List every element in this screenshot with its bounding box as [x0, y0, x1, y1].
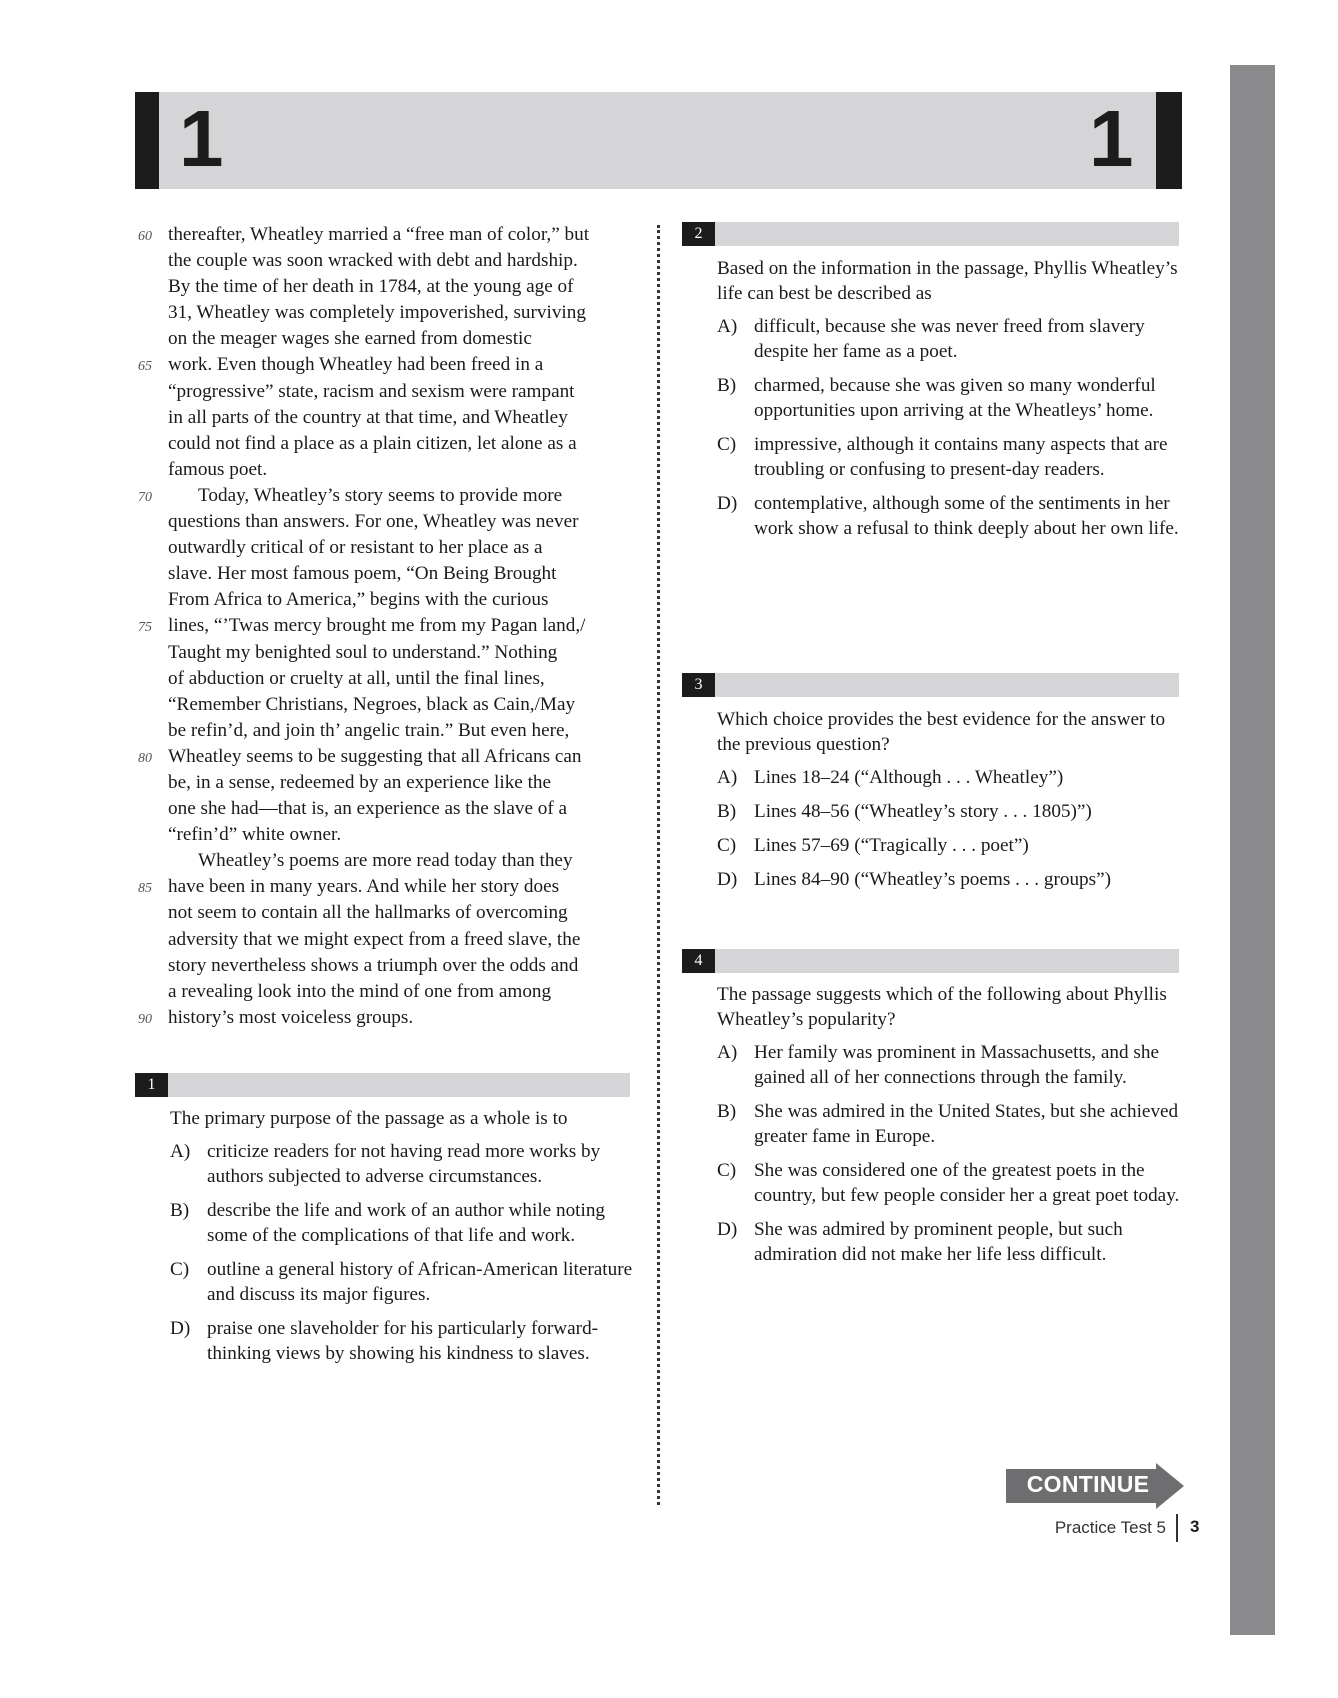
- passage-line: [168, 405, 638, 431]
- passage-line: [138, 1005, 638, 1031]
- passage-line-text: be refin’d, and join th’ angelic train.” But even here,: [168, 719, 570, 741]
- passage-line: [168, 848, 638, 874]
- question-stem: The passage suggests which of the following about Phyllis Wheatley’s popularity?: [717, 984, 1167, 1030]
- passage-line: [138, 352, 638, 378]
- choice-text: Lines 18–24 (“Although . . . Wheatley”): [754, 767, 1064, 788]
- choice-letter: B): [170, 1200, 190, 1221]
- answer-choice-a[interactable]: [717, 314, 1192, 364]
- passage-line: [168, 274, 638, 300]
- question-2-number: 2: [682, 222, 715, 246]
- passage-line-text: thereafter, Wheatley married a “free man of color,” but: [168, 224, 590, 245]
- passage-line: [168, 900, 638, 926]
- choice-letter: D): [170, 1318, 191, 1339]
- passage: [138, 222, 638, 1031]
- choice-text: She was considered one of the greatest poets in the country, but few people consider her a great poet today.: [754, 1160, 1180, 1206]
- passage-line-text: Today, Wheatley’s story seems to provide more: [198, 484, 563, 506]
- line-number: 85: [138, 881, 152, 897]
- section-number-left: 1: [179, 94, 224, 183]
- passage-line-text: story nevertheless shows a triumph over the odds and: [168, 954, 579, 976]
- line-number: 70: [138, 489, 152, 505]
- section-number-right: 1: [1089, 94, 1134, 183]
- passage-line-text: a revealing look into the mind of one from among: [168, 980, 552, 1002]
- continue-button[interactable]: [1006, 1463, 1186, 1509]
- passage-line: [138, 613, 638, 639]
- choice-letter: D): [717, 869, 738, 890]
- page-number: 3: [1190, 1517, 1200, 1536]
- passage-line: [168, 509, 638, 535]
- choice-text: contemplative, although some of the sentiments in her work show a refusal to think deeply about her own life.: [754, 493, 1179, 539]
- passage-line: [168, 796, 638, 822]
- answer-choice-c[interactable]: [717, 833, 1192, 858]
- answer-choice-d[interactable]: [717, 491, 1192, 541]
- question-3-number: 3: [682, 673, 715, 697]
- practice-test-label: Practice Test 5: [1054, 1518, 1166, 1537]
- passage-line: [168, 379, 638, 405]
- passage-line-text: “refin’d” white owner.: [168, 824, 342, 846]
- passage-line: [168, 300, 638, 326]
- line-number: 60: [138, 229, 152, 244]
- line-number: 90: [138, 1011, 152, 1027]
- choice-letter: A): [170, 1141, 191, 1162]
- question-1-number: 1: [135, 1073, 168, 1097]
- choice-letter: B): [717, 375, 737, 396]
- passage-line-text: “progressive” state, racism and sexism were rampant: [168, 380, 575, 402]
- choice-text: criticize readers for not having read more works by authors subjected to adverse circumstances.: [207, 1141, 601, 1187]
- choice-letter: A): [717, 767, 738, 788]
- choice-text: She was admired in the United States, but she achieved greater fame in Europe.: [754, 1101, 1179, 1147]
- passage-line-text: not seem to contain all the hallmarks of overcoming: [168, 902, 568, 924]
- question-1-bar: [135, 1073, 630, 1097]
- passage-line: [168, 770, 638, 796]
- passage-line-text: 31, Wheatley was completely impoverished, surviving: [168, 302, 586, 324]
- choice-letter: B): [717, 1101, 737, 1122]
- passage-line: [168, 535, 638, 561]
- passage-line-text: on the meager wages she earned from domestic: [168, 328, 532, 350]
- passage-line: [168, 561, 638, 587]
- section-header-bar: [135, 92, 1182, 189]
- passage-line: [168, 822, 638, 848]
- passage-line-text: lines, “’Twas mercy brought me from my Pagan land,/: [168, 615, 586, 637]
- header-left-marker: [135, 92, 159, 189]
- choice-letter: C): [717, 835, 737, 856]
- choice-text: praise one slaveholder for his particularly forward-thinking views by showing his kindness to slaves.: [207, 1318, 599, 1364]
- passage-line-text: slave. Her most famous poem, “On Being Brought: [168, 563, 557, 585]
- choice-text: describe the life and work of an author while noting some of the complications of that life and work.: [207, 1200, 606, 1246]
- passage-line: [168, 326, 638, 352]
- footer-divider: [1176, 1514, 1178, 1542]
- question-2-bar: [682, 222, 1179, 246]
- line-number: 80: [138, 750, 152, 766]
- side-tab: [1230, 65, 1275, 1635]
- question-4: [717, 982, 1192, 1276]
- question-4-bar: [682, 949, 1179, 973]
- passage-line-text: Wheatley seems to be suggesting that all Africans can: [168, 745, 582, 767]
- choice-text: outline a general history of African-American literature and discuss its major figures.: [207, 1259, 633, 1305]
- choice-text: Lines 84–90 (“Wheatley’s poems . . . groups”): [754, 869, 1112, 890]
- question-1: [170, 1106, 645, 1375]
- passage-line-text: questions than answers. For one, Wheatley was never: [168, 511, 579, 533]
- question-3-bar: [682, 673, 1179, 697]
- passage-line: [168, 666, 638, 692]
- passage-line-text: the couple was soon wracked with debt and hardship.: [168, 250, 578, 272]
- passage-line: [168, 979, 638, 1005]
- passage-line-text: outwardly critical of or resistant to her place as a: [168, 537, 543, 559]
- question-2: [717, 256, 1192, 550]
- passage-line: [138, 874, 638, 900]
- answer-choice-b[interactable]: [170, 1198, 645, 1248]
- choice-text: Her family was prominent in Massachusetts, and she gained all of her connections through the family.: [754, 1042, 1159, 1088]
- passage-line-text: history’s most voiceless groups.: [168, 1006, 414, 1028]
- passage-line-text: in all parts of the country at that time, and Wheatley: [168, 406, 568, 428]
- answer-choice-a[interactable]: [717, 1040, 1192, 1090]
- passage-line: [168, 953, 638, 979]
- passage-line: [168, 718, 638, 744]
- question-stem: Based on the information in the passage, Phyllis Wheatley’s life can best be described as: [717, 258, 1178, 304]
- answer-choice-b[interactable]: [717, 373, 1192, 423]
- choice-letter: A): [717, 316, 738, 337]
- answer-choice-b[interactable]: [717, 799, 1192, 824]
- passage-line-text: work. Even though Wheatley had been freed in a: [168, 354, 544, 376]
- answer-choice-d[interactable]: [717, 867, 1192, 892]
- continue-label: CONTINUE: [1026, 1471, 1150, 1497]
- passage-line-text: adversity that we might expect from a freed slave, the: [168, 928, 581, 950]
- passage-line: [168, 640, 638, 666]
- question-stem: Which choice provides the best evidence for the answer to the previous question?: [717, 709, 1166, 755]
- choice-letter: C): [170, 1259, 190, 1280]
- passage-line-text: “Remember Christians, Negroes, black as Cain,/May: [168, 693, 576, 715]
- answer-choice-c[interactable]: [170, 1257, 645, 1307]
- passage-line: [138, 483, 638, 509]
- passage-line: [168, 692, 638, 718]
- choice-letter: C): [717, 1160, 737, 1181]
- passage-line: [168, 457, 638, 483]
- choice-text: She was admired by prominent people, but such admiration did not make her life less difficult.: [754, 1219, 1123, 1265]
- choice-text: Lines 57–69 (“Tragically . . . poet”): [754, 835, 1029, 856]
- column-divider: [657, 225, 660, 1505]
- choice-letter: D): [717, 493, 738, 514]
- question-stem: The primary purpose of the passage as a whole is to: [170, 1108, 568, 1129]
- choice-text: difficult, because she was never freed from slavery despite her fame as a poet.: [754, 316, 1145, 362]
- passage-line-text: Taught my benighted soul to understand.” Nothing: [168, 641, 558, 663]
- passage-line: [138, 222, 638, 248]
- passage-line: [168, 431, 638, 457]
- passage-line-text: From Africa to America,” begins with the curious: [168, 589, 549, 611]
- passage-line-text: famous poet.: [168, 458, 268, 480]
- passage-line: [138, 744, 638, 770]
- passage-line: [168, 587, 638, 613]
- passage-line-text: be, in a sense, redeemed by an experience like the: [168, 771, 552, 793]
- answer-choice-a[interactable]: [170, 1139, 645, 1189]
- answer-choice-a[interactable]: [717, 765, 1192, 790]
- passage-line-text: of abduction or cruelty at all, until the final lines,: [168, 667, 545, 689]
- line-number: 75: [138, 620, 152, 636]
- passage-line-text: By the time of her death in 1784, at the young age of: [168, 276, 574, 298]
- line-number: 65: [138, 359, 152, 375]
- answer-choice-b[interactable]: [717, 1099, 1192, 1149]
- choice-letter: A): [717, 1042, 738, 1063]
- choice-letter: C): [717, 434, 737, 455]
- choice-letter: B): [717, 801, 737, 822]
- answer-choice-c[interactable]: [717, 1158, 1192, 1208]
- choice-text: charmed, because she was given so many wonderful opportunities upon arriving at the Wheatleys’ home.: [754, 375, 1156, 421]
- answer-choice-d[interactable]: [170, 1316, 645, 1366]
- passage-line: [168, 927, 638, 953]
- passage-line-text: one she had—that is, an experience as the slave of a: [168, 798, 568, 820]
- question-4-number: 4: [682, 949, 715, 973]
- question-3: [717, 707, 1192, 901]
- answer-choice-c[interactable]: [717, 432, 1192, 482]
- passage-line-text: could not find a place as a plain citizen, let alone as a: [168, 432, 577, 454]
- answer-choice-d[interactable]: [717, 1217, 1192, 1267]
- choice-letter: D): [717, 1219, 738, 1240]
- passage-line: [168, 248, 638, 274]
- passage-line-text: have been in many years. And while her story does: [168, 876, 560, 898]
- choice-text: impressive, although it contains many aspects that are troubling or confusing to present-day readers.: [754, 434, 1168, 480]
- passage-line-text: Wheatley’s poems are more read today than they: [198, 850, 573, 872]
- choice-text: Lines 48–56 (“Wheatley’s story . . . 1805)”): [754, 801, 1092, 822]
- header-right-marker: [1156, 92, 1182, 189]
